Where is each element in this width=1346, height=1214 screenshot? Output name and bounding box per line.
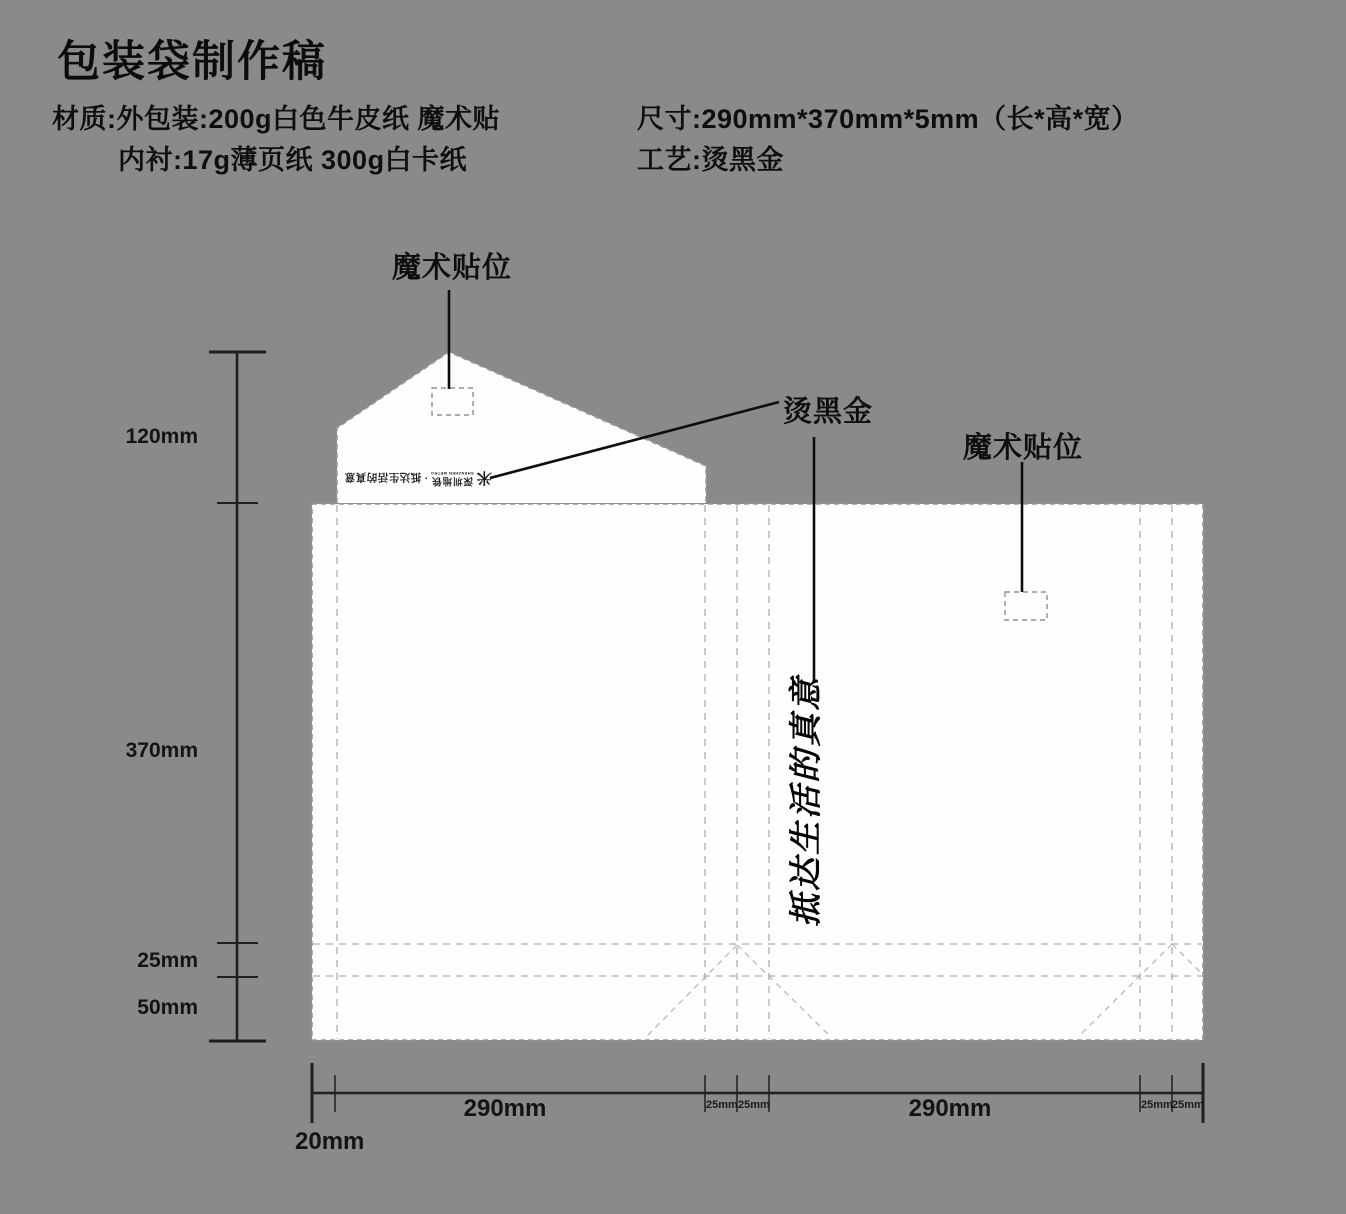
velcro-right-label: 魔术贴位 bbox=[963, 432, 1084, 464]
foil-stamp-label: 烫黑金 bbox=[783, 396, 874, 428]
logo-name bbox=[431, 471, 474, 485]
logo-name-cn: 深圳地铁 bbox=[431, 474, 474, 486]
dim-label-25mm-b: 25mm bbox=[738, 1099, 770, 1111]
dim-label-290mm-back: 290mm bbox=[908, 1095, 992, 1122]
material-line-1: 材质:外包装:200g白色牛皮纸 魔术贴 bbox=[52, 104, 501, 134]
dim-label-25mm-a: 25mm bbox=[706, 1099, 738, 1111]
process-line: 工艺:烫黑金 bbox=[637, 145, 784, 175]
dim-label-50mm: 50mm bbox=[137, 996, 198, 1019]
dim-label-25mm-c: 25mm bbox=[1141, 1099, 1173, 1111]
logo-name-en: SHENZHEN METRO bbox=[430, 471, 474, 477]
velcro-top-label: 魔术贴位 bbox=[392, 252, 513, 284]
logo-separator: · bbox=[424, 472, 428, 484]
material-line-2: 内衬:17g薄页纸 300g白卡纸 bbox=[118, 145, 468, 175]
vertical-slogan-text: 抵达生活的真意 bbox=[787, 675, 824, 927]
dim-label-370mm: 370mm bbox=[125, 739, 198, 762]
dim-label-120mm: 120mm bbox=[125, 425, 198, 448]
size-line: 尺寸:290mm*370mm*5mm（长*高*宽） bbox=[637, 104, 1139, 134]
bag-body bbox=[312, 504, 1203, 1040]
dim-label-290mm-front: 290mm bbox=[463, 1095, 547, 1122]
shenzhen-metro-logo-icon: 米 bbox=[476, 469, 492, 487]
dim-label-25mm-d: 25mm bbox=[1172, 1099, 1204, 1111]
logo-slogan: 抵达生活的真意 bbox=[344, 471, 422, 484]
dim-label-25mm-left: 25mm bbox=[137, 949, 198, 972]
flap-logo-line bbox=[343, 469, 493, 487]
page-title: 包装袋制作稿 bbox=[57, 38, 327, 86]
dim-label-20mm: 20mm bbox=[295, 1128, 365, 1155]
